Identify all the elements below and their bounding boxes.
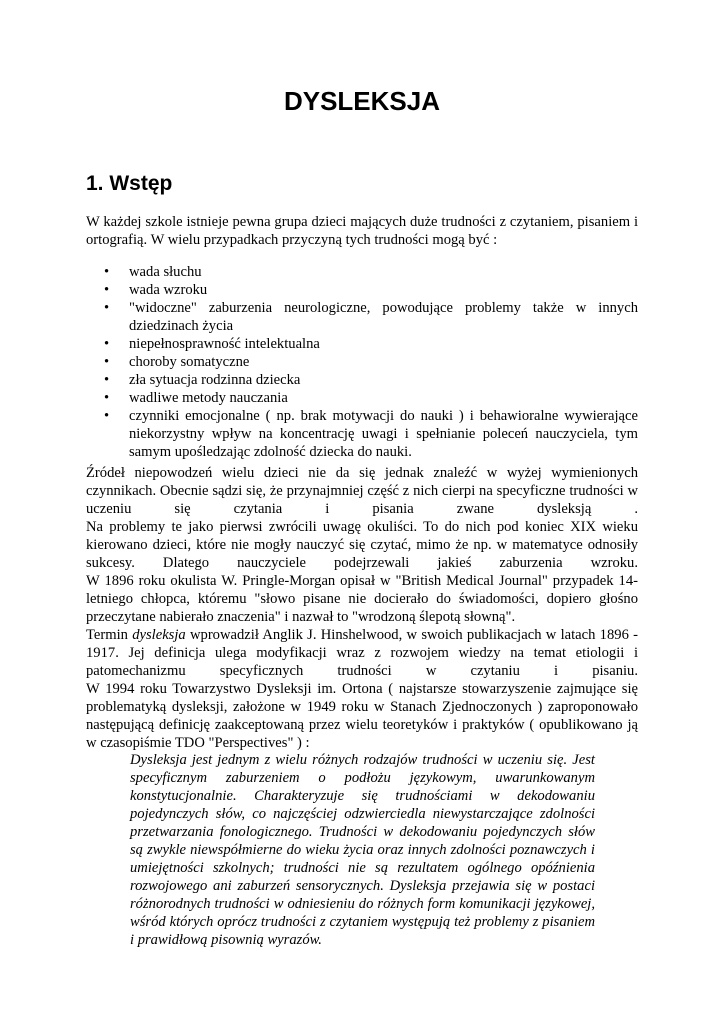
body-paragraph: W 1896 roku okulista W. Pringle-Morgan opisał w "British Medical Journal" przypadek 14-letniego chłopca, któremu "słowo pisane nie docierało do świadomości, dopiero głośno przeczytane nabierało znaczenia" i nazwał to "wrodzoną ślepotą słowną". <box>86 573 638 625</box>
term-dysleksja: dysleksja <box>132 627 186 643</box>
causes-list <box>86 263 638 461</box>
bullet-icon: • <box>104 390 110 406</box>
list-item <box>86 281 638 299</box>
list-item-text: niepełnosprawność intelektualna <box>129 336 320 352</box>
list-item <box>86 335 638 353</box>
bullet-icon: • <box>104 354 110 370</box>
body-paragraph: W 1994 roku Towarzystwo Dysleksji im. Ortona ( najstarsze stowarzyszenie zajmujące się problematyką dysleksji, założone w 1949 roku w Stanach Zjednoczonych ) zaproponowało następującą definicję zaakceptowaną przez wielu teoretyków i praktyków ( opublikowano ją w czasopiśmie TDO "Perspectives" ) : <box>86 681 638 751</box>
bullet-icon: • <box>104 408 110 424</box>
list-item <box>86 263 638 281</box>
list-item <box>86 389 638 407</box>
body-paragraph: Na problemy te jako pierwsi zwrócili uwagę okuliści. To do nich pod koniec XIX wieku kierowano dzieci, które nie mogły nauczyć się czytać, mimo że np. w matematyce odnosiły sukcesy. Dlatego nauczyciele podejrzewali jakieś zaburzenia wzroku. <box>86 519 638 571</box>
text-segment: Termin <box>86 627 133 643</box>
bullet-icon: • <box>104 300 110 316</box>
list-item <box>86 407 638 461</box>
text-segment: wprowadził Anglik J. Hinshelwood, w swoich publikacjach w latach 1896 - 1917. Jej definicja ulega modyfikacji wraz z rozwojem wiedzy na temat etiologii i patomechanizmu specyficznych trudności w czytaniu i pisaniu. <box>86 627 638 679</box>
list-item <box>86 353 638 371</box>
bullet-icon: • <box>104 372 110 388</box>
list-item-text: wada słuchu <box>129 264 202 280</box>
bullet-icon: • <box>104 282 110 298</box>
body-paragraph <box>86 626 638 680</box>
bullet-icon: • <box>104 336 110 352</box>
definition-quote: Dysleksja jest jednym z wielu różnych rodzajów trudności w uczeniu się. Jest specyficznym zaburzeniem o podłożu językowym, uwarunkowanym konstytucjonalnie. Charakteryzuje się trudnościami w dekodowaniu pojedynczych słów, co najczęściej odzwierciedla niewystarczające zdolności przetwarzania fonologicznego. Trudności w dekodowaniu pojedynczych słów są zwykle niewspółmierne do wieku życia oraz innych zdolności poznawczych i umiejętności szkolnych; trudności nie są rezultatem ogólnego opóźnienia rozwojowego ani zaburzeń sensorycznych. Dysleksja przejawia się w postaci różnorodnych trudności w odniesieniu do różnych form komunikacji językowej, wśród których oprócz trudności z czytaniem występują też problemy z pisaniem i prawidłową pisownią wyrazów. <box>130 752 595 948</box>
section-heading: 1. Wstęp <box>86 172 173 195</box>
list-item-text: wada wzroku <box>129 282 208 298</box>
list-item-text: choroby somatyczne <box>129 354 250 370</box>
intro-paragraph: W każdej szkole istnieje pewna grupa dzieci mających duże trudności z czytaniem, pisaniem i ortografią. W wielu przypadkach przyczyną tych trudności mogą być : <box>86 214 638 248</box>
bullet-icon: • <box>104 264 110 280</box>
list-item-text: zła sytuacja rodzinna dziecka <box>129 372 301 388</box>
document-title: DYSLEKSJA <box>283 86 441 116</box>
body-text <box>86 464 638 752</box>
list-item <box>86 371 638 389</box>
list-item <box>86 299 638 335</box>
body-paragraph: Źródeł niepowodzeń wielu dzieci nie da się jednak znaleźć w wyżej wymienionych czynnikach. Obecnie sądzi się, że przynajmniej część z nich cierpi na specyficzne trudności w uczeniu się czytania i pisania zwane dysleksją . <box>86 465 638 517</box>
list-item-text: "widoczne" zaburzenia neurologiczne, powodujące problemy także w innych dziedzinach życia <box>129 300 638 334</box>
list-item-text: czynniki emocjonalne ( np. brak motywacji do nauki ) i behawioralne wywierające niekorzystny wpływ na koncentrację uwagi i spełnianie poleceń nauczyciela, tym samym upośledzając zdolność dziecka do nauki. <box>129 408 638 460</box>
list-item-text: wadliwe metody nauczania <box>129 390 288 406</box>
